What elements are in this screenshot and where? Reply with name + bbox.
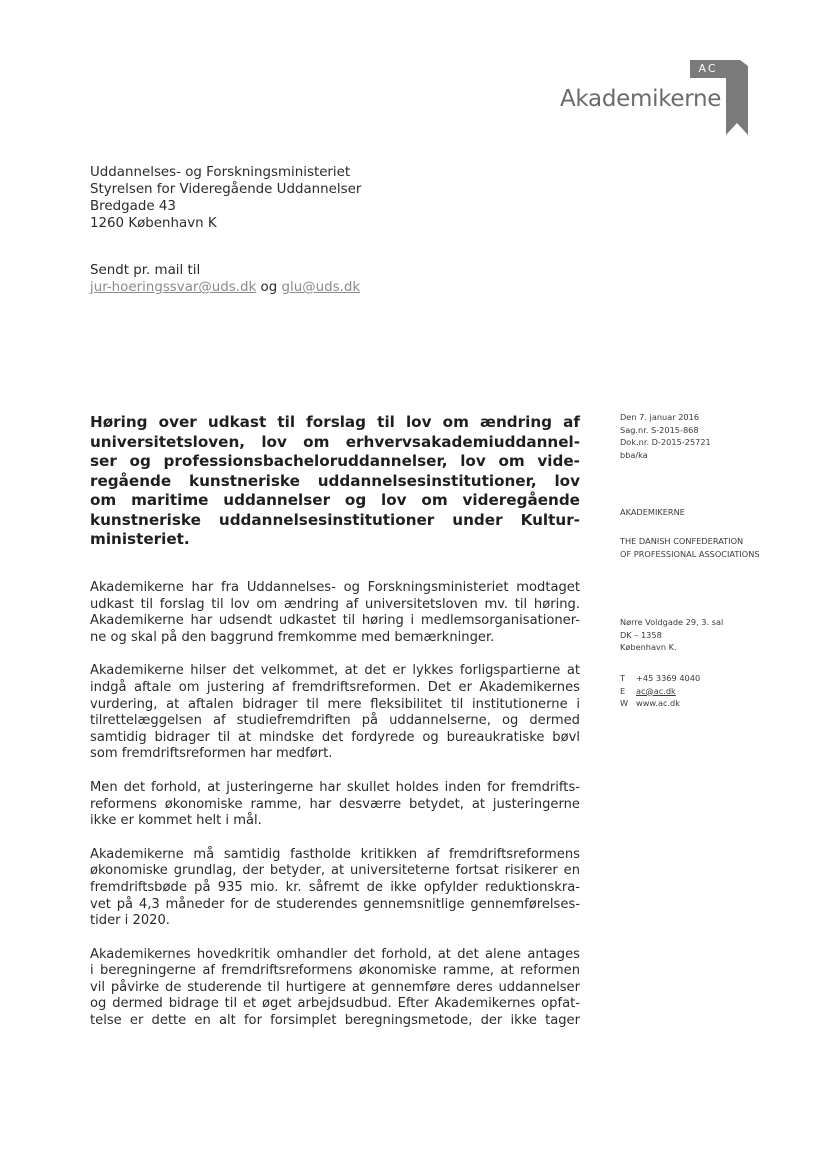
org-english-line2: OF PROFESSIONAL ASSOCIATIONS	[620, 548, 760, 559]
recipient-line: Styrelsen for Videregående Uddannelser	[90, 182, 362, 197]
title-line: regående kunstneriske uddannelsesinstitutioner, lov	[90, 471, 580, 490]
meta-sag: Sag.nr. S-2015-868	[620, 424, 699, 435]
body-line: som fremdriftsreformen har medført.	[90, 746, 333, 762]
title-line: universitetsloven, lov om erhvervsakademiuddannel-	[90, 432, 580, 451]
meta-dok: Dok.nr. D-2015-25721	[620, 437, 711, 447]
recipient-line: 1260 København K	[90, 216, 217, 231]
org-name-text: AKADEMIKERNE	[620, 507, 685, 517]
body-line: ne og skal på den baggrund fremkomme med bemærkninger.	[90, 629, 495, 645]
sent-by-mail	[90, 262, 360, 296]
recipient-line: Uddannelses- og Forskningsministeriet	[90, 165, 351, 180]
paragraph	[90, 847, 580, 930]
sent-emails	[90, 279, 360, 296]
org-street: Nørre Voldgade 29, 3. sal	[620, 617, 724, 627]
meta-initials: bba/ka	[620, 449, 648, 460]
akademikerne-logo	[556, 60, 766, 135]
recipient-line: Bredgade 43	[90, 199, 176, 214]
web-value: www.ac.dk	[636, 698, 680, 708]
paragraph	[90, 580, 580, 646]
org-contact	[620, 672, 700, 710]
contact-email	[620, 685, 700, 698]
email-joiner: og	[260, 280, 278, 295]
body-line: Akademikerne hilser det velkommet, at det er lykkes forligspartierne at	[90, 663, 580, 679]
title-line: kunstneriske uddannelsesinstitutioner under Kultur-	[90, 510, 580, 529]
body-line: økonomiske grundlag, der betyder, at universiteterne fortsat risikerer en	[90, 863, 580, 879]
title-line: Høring over udkast til forslag til lov om ændring af	[90, 413, 580, 431]
org-city: København K.	[620, 642, 677, 652]
ac-logo-box: AC	[690, 60, 726, 78]
body-line: Akademikerne må samtidig fastholde kritikken af fremdriftsreformens	[90, 846, 580, 862]
body-line: vil påvirke de studerende til hurtigere at gennemføre deres uddannelser	[90, 979, 580, 995]
meta-date: Den 7. januar 2016	[620, 412, 700, 422]
title-line: ser og professionsbacheloruddannelser, lov om vide-	[90, 452, 580, 470]
body-line: i beregningerne af fremdriftsreformens økonomiske ramme, at reformen	[90, 963, 580, 979]
body-line: og dermed bidrage til et øget arbejdsudbud. Efter Akademikernes opfat-	[90, 996, 580, 1012]
body-line: vet på 4,3 måneder for de studerendes gennemsnitlige gennemførelses-	[90, 896, 580, 912]
body-line: tider i 2020.	[90, 913, 170, 929]
contact-phone	[620, 672, 700, 685]
body-line: ikke er kommet helt i mål.	[90, 813, 262, 829]
body-line: telse er dette en alt for forsimplet beregningsmetode, der ikke tager	[90, 1013, 580, 1029]
body-line: Akademikerne har udsendt udkastet til høring i medlemsorganisationer-	[90, 613, 580, 629]
org-zip: DK – 1358	[620, 629, 662, 640]
paragraph	[90, 663, 580, 763]
body-line: Men det forhold, at justeringerne har skullet holdes inden for fremdrifts-	[90, 779, 580, 795]
body-line: tilrettelæggelsen af studiefremdriften på uddannelserne, og dermed	[90, 713, 580, 729]
logo-wordmark: Akademikerne	[560, 86, 722, 112]
body-line: Akademikerne har fra Uddannelses- og Forskningsministeriet modtaget	[90, 580, 580, 595]
document-meta	[620, 411, 711, 461]
body-line: udkast til forslag til lov om ændring af universitetsloven mv. til høring.	[90, 596, 580, 612]
letter-title	[90, 413, 580, 550]
contact-web	[620, 697, 700, 710]
body-line: vurdering, at aftalen bidrager til mere fleksibilitet til institutionerne i	[90, 696, 580, 712]
title-line: ministeriet.	[90, 530, 190, 548]
ribbon-icon	[726, 60, 748, 135]
org-name	[620, 506, 685, 519]
org-address	[620, 616, 723, 654]
paragraph	[90, 780, 580, 830]
title-line: om maritime uddannelser og lov om videregående	[90, 491, 580, 509]
contact-email-link[interactable]: ac@ac.dk	[636, 685, 676, 696]
org-english-line1: THE DANISH CONFEDERATION	[620, 536, 744, 546]
sent-label: Sendt pr. mail til	[90, 263, 201, 278]
web-label: W	[620, 698, 629, 708]
org-english	[620, 535, 760, 560]
body-line: samtidig bidrager til at mindske det fordyrede og bureaukratiske bøvl	[90, 729, 580, 745]
email-label: E	[620, 685, 626, 696]
phone-value: +45 3369 4040	[636, 673, 701, 683]
email-link-hoering[interactable]: jur-hoeringssvar@uds.dk	[90, 280, 257, 295]
paragraph	[90, 947, 580, 1030]
letter-body	[90, 580, 580, 1047]
body-line: fremdriftsbøde på 935 mio. kr. såfremt de ikke opfylder reduktionskra-	[90, 879, 580, 895]
recipient-address	[90, 164, 361, 232]
body-line: Akademikernes hovedkritik omhandler det forhold, at det alene antages	[90, 946, 580, 962]
phone-label: T	[620, 673, 626, 683]
body-line: indgå aftale om justering af fremdriftsreformen. Det er Akademikernes	[90, 679, 580, 695]
body-line: reformens økonomiske ramme, har desværre betydet, at justeringerne	[90, 796, 580, 812]
email-link-glu[interactable]: glu@uds.dk	[281, 280, 361, 295]
